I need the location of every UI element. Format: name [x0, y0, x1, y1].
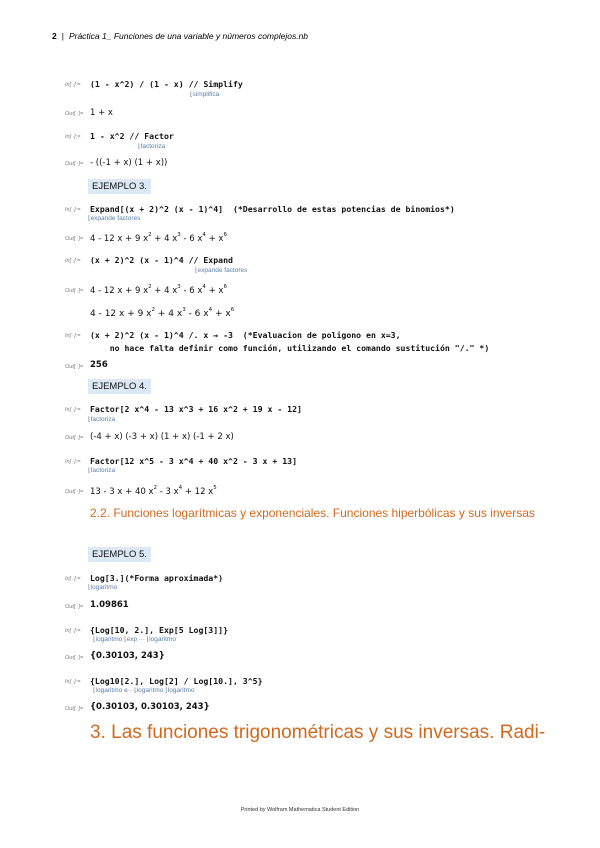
hint-factoriza: ⌊factoriza: [88, 416, 116, 423]
page-number: 2: [52, 31, 57, 41]
hint-logaritmo-exp: ⌊logaritmo ⌊exp ··· ⌊logaritmo: [93, 636, 176, 643]
hint-logaritmo: ⌊logaritmo: [88, 584, 118, 591]
output-cell: 1.09861: [90, 600, 129, 610]
text-polynomial: 4 - 12 x + 9 $x^2 + 4$ $x^3 - 6$ $x^4 + x^6$: [90, 307, 235, 319]
notebook-title: Práctica 1_ Funciones de una variable y números complejos.nb: [68, 31, 309, 41]
page-footer: Printed by Wolfram Mathematica Student Edition: [240, 807, 360, 813]
output-cell: - ((-1 + x) (1 + x)): [90, 158, 168, 168]
input-label: In[ ∙]:=: [65, 333, 81, 339]
input-cell-expand[interactable]: Expand[(x + 2)^2 (x - 1)^4] (*Desarrollo de estas potencias de binomios*): [90, 204, 455, 214]
input-cell-factor[interactable]: 1 - x^2 // Factor: [90, 131, 174, 141]
section-heading: 3. Las funciones trigonométricas y sus inversas. Radi-: [90, 722, 546, 743]
output-label: Out[ ∙]=: [65, 435, 84, 441]
input-cell-replace[interactable]: (x + 2)^2 (x - 1)^4 /. x → -3 (*Evaluacion de poligono en x=3,: [90, 330, 401, 340]
input-label: In[ ∙]:=: [65, 576, 81, 582]
input-cell-factor-quartic[interactable]: Factor[2 x^4 - 13 x^3 + 16 x^2 + 19 x - 12]: [90, 404, 302, 414]
header-separator: |: [61, 31, 64, 41]
hint-simplifica: ⌊simplifica: [190, 91, 220, 98]
hint-logaritmo-list: ⌊logaritmo e···⌊logaritmo ⌊logaritmo: [93, 687, 195, 694]
output-cell: {0.30103, 243}: [90, 651, 165, 661]
example-heading: EJEMPLO 3.: [88, 179, 151, 194]
hint-factoriza: ⌊factoriza: [88, 467, 116, 474]
input-cell-log[interactable]: Log[3.](*Forma aproximada*): [90, 573, 224, 583]
output-polynomial: 13 - 3 x + 40 $x^2 - 3$ $x^4 + 12$ $x^5$: [90, 485, 217, 497]
output-label: Out[ ∙]=: [65, 236, 84, 242]
hint-expande-factores: ⌊expande factores: [195, 267, 248, 274]
input-label: In[ ∙]:=: [65, 679, 81, 685]
input-cell-simplify[interactable]: (1 - x^2) / (1 - x) // Simplify: [90, 79, 243, 89]
input-label: In[ ∙]:=: [65, 459, 81, 465]
input-cell-expand-postfix[interactable]: (x + 2)^2 (x - 1)^4 // Expand: [90, 255, 233, 265]
hint-expande-factores: ⌊expande factores: [88, 215, 141, 222]
output-label: Out[ ∙]=: [65, 288, 84, 294]
output-cell: (-4 + x) (-3 + x) (1 + x) (-1 + 2 x): [90, 432, 234, 442]
output-label: Out[ ∙]=: [65, 161, 84, 167]
output-cell: 1 + x: [90, 108, 113, 118]
input-cell-replace-line2[interactable]: no hace falta definir como función, utilizando el comando sustitución "/." *): [90, 343, 490, 353]
input-cell-log-exp[interactable]: {Log[10, 2.], Exp[5 Log[3]]}: [90, 625, 229, 635]
output-polynomial: 4 - 12 x + 9 $x^2 + 4$ $x^3 - 6$ $x^4 + x^6$: [90, 284, 227, 296]
input-label: In[ ∙]:=: [65, 82, 81, 88]
hint-factoriza: ⌊factoriza: [138, 143, 166, 150]
input-label: In[ ∙]:=: [65, 258, 81, 264]
output-label: Out[ ∙]=: [65, 706, 84, 712]
output-label: Out[ ∙]=: [65, 604, 84, 610]
page-header: [52, 31, 308, 41]
input-cell-factor-quintic[interactable]: Factor[12 x^5 - 3 x^4 + 40 x^2 - 3 x + 13]: [90, 456, 298, 466]
output-label: Out[ ∙]=: [65, 655, 84, 661]
input-label: In[ ∙]:=: [65, 407, 81, 413]
output-cell: 256: [90, 360, 108, 370]
input-label: In[ ∙]:=: [65, 134, 81, 140]
output-polynomial: 4 - 12 x + 9 $x^2 + 4$ $x^3 - 6$ $x^4 + x^6$: [90, 232, 227, 244]
output-label: Out[ ∙]=: [65, 364, 84, 370]
input-label: In[ ∙]:=: [65, 628, 81, 634]
subsection-heading: 2.2. Funciones logarítmicas y exponenciales. Funciones hiperbólicas y sus inversas: [90, 506, 535, 520]
output-label: Out[ ∙]=: [65, 111, 84, 117]
example-heading: EJEMPLO 4.: [88, 379, 151, 394]
input-cell-log10[interactable]: {Log10[2.], Log[2] / Log[10.], 3^5}: [90, 676, 263, 686]
example-heading: EJEMPLO 5.: [88, 547, 151, 562]
output-label: Out[ ∙]=: [65, 489, 84, 495]
input-label: In[ ∙]:=: [65, 207, 81, 213]
output-cell: {0.30103, 0.30103, 243}: [90, 702, 210, 712]
